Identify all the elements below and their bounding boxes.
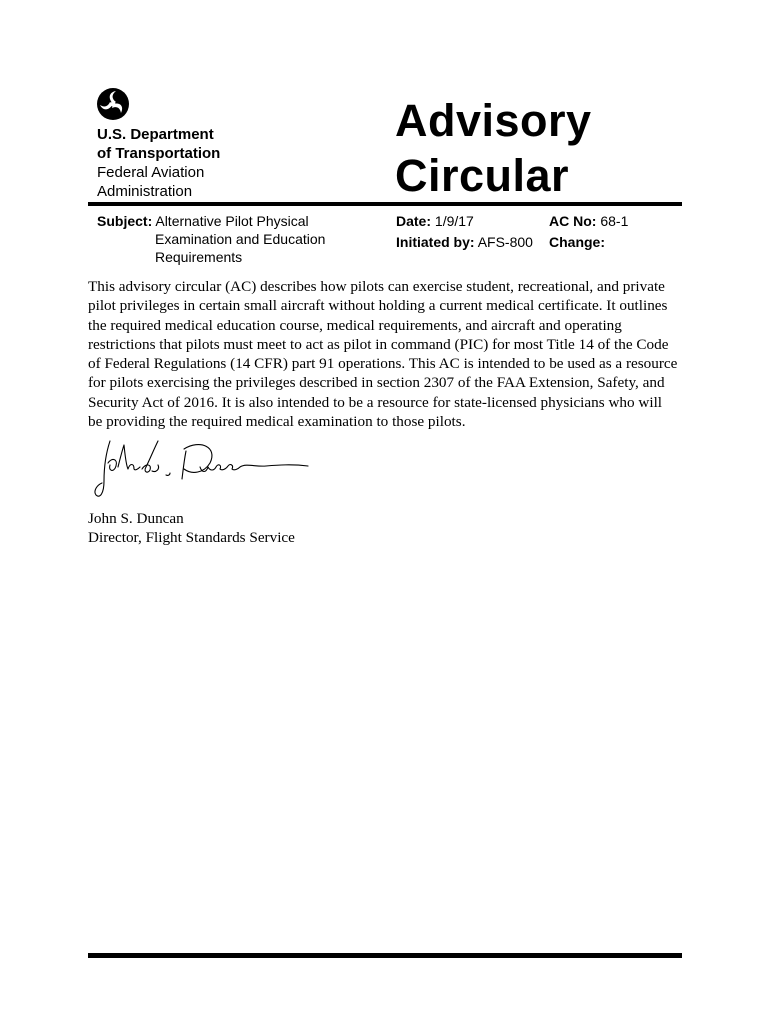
date-value: 1/9/17 bbox=[434, 213, 474, 229]
signer-title: Director, Flight Standards Service bbox=[88, 529, 295, 547]
agency-line-2: of Transportation bbox=[97, 145, 221, 162]
signer-block bbox=[88, 509, 295, 548]
subject-line-3: Requirements bbox=[155, 249, 243, 265]
document-title bbox=[395, 93, 592, 203]
dot-triskelion-icon bbox=[96, 87, 130, 121]
subject-line-2: Examination and Education bbox=[155, 231, 326, 247]
handwritten-signature bbox=[88, 433, 318, 503]
change-label: Change: bbox=[549, 234, 605, 250]
body-line: Security Act of 2016. It is also intended to be a resource for state-licensed physicians who will bbox=[88, 393, 663, 411]
body-line: This advisory circular (AC) describes how pilots can exercise student, recreational, and private bbox=[88, 278, 665, 295]
initiated-label: Initiated by: bbox=[396, 234, 475, 250]
body-line: of Federal Regulations (14 CFR) part 91 operations. This AC is intended to be used as a resource bbox=[88, 355, 678, 373]
header-divider bbox=[88, 202, 682, 206]
subject-label: Subject: bbox=[97, 213, 153, 229]
date-label: Date: bbox=[396, 213, 432, 229]
body-line: for pilots exercising the privileges described in section 2307 of the FAA Extension, Safety, and bbox=[88, 374, 665, 392]
ac-block bbox=[549, 212, 679, 251]
agency-line-4: Administration bbox=[97, 183, 193, 200]
body-line: be providing the required medical examination to those pilots. bbox=[88, 413, 466, 431]
title-line-2: Circular bbox=[395, 150, 570, 201]
body-paragraph bbox=[88, 277, 688, 431]
signer-name: John S. Duncan bbox=[88, 510, 184, 527]
body-line: restrictions that pilots must meet to act as pilot in command (PIC) for most Title 14 of the Code bbox=[88, 335, 669, 353]
initiated-value: AFS-800 bbox=[477, 234, 533, 250]
body-line: the required medical education course, medical requirements, and aircraft and operating bbox=[88, 316, 622, 334]
body-line: pilot privileges in certain small aircraft without holding a current medical certificate. It outlines bbox=[88, 297, 668, 315]
date-block bbox=[396, 212, 546, 251]
ac-number-label: AC No: bbox=[549, 213, 597, 229]
subject-line-1: Alternative Pilot Physical bbox=[155, 213, 309, 229]
agency-line-1: U.S. Department bbox=[97, 126, 214, 143]
title-line-1: Advisory bbox=[395, 95, 592, 146]
subject-block bbox=[97, 212, 367, 266]
agency-name bbox=[97, 125, 220, 201]
ac-number-value: 68-1 bbox=[600, 213, 629, 229]
agency-line-3: Federal Aviation bbox=[97, 164, 205, 181]
footer-divider bbox=[88, 953, 682, 958]
